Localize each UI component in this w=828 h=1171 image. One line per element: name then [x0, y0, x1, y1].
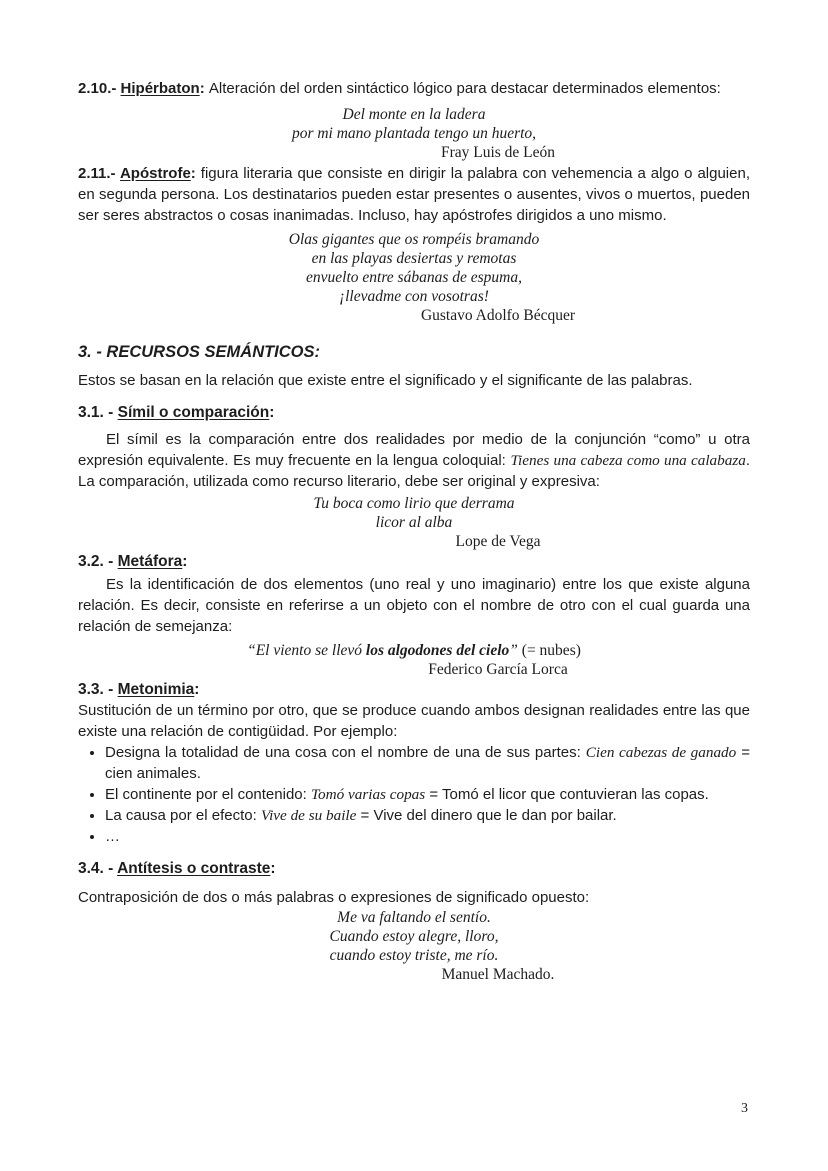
quote-line	[78, 641, 750, 660]
section-2-10-term: Hipérbaton	[120, 80, 200, 97]
bullet-text-end: = cien animales.	[105, 744, 750, 782]
bullet-example: Vive de su baile	[260, 807, 357, 824]
bullet-text: …	[105, 828, 120, 845]
section-3-1-example: Tienes una cabeza como una calabaza	[510, 452, 746, 469]
document-content	[78, 78, 750, 985]
page-number: 3	[741, 1101, 748, 1116]
attribution-fray-luis: Fray Luis de León	[440, 144, 556, 161]
section-3-3-heading	[78, 680, 750, 700]
poem-line: por mi mano plantada tengo un huerto,	[291, 125, 537, 142]
section-3-4-heading	[78, 859, 750, 879]
section-2-11-separator: :	[190, 165, 201, 182]
bullet-item	[105, 742, 750, 784]
poem-line: en las playas desiertas y remotas	[311, 250, 517, 267]
poem-line: ¡llevadme con vosotras!	[339, 288, 489, 305]
section-3-intro: Estos se basan en la relación que existe entre el significado y el significante de las palabras.	[78, 372, 693, 389]
quote-close: ”	[509, 642, 522, 659]
section-3-1-separator: :	[269, 404, 275, 421]
bullet-item	[105, 805, 750, 826]
section-3-2-term: Metáfora	[117, 553, 183, 570]
section-3-4-term: Antítesis o contraste	[117, 860, 271, 877]
poem-line: cuando estoy triste, me río.	[329, 947, 499, 964]
bullet-text-end: = Vive del dinero que le dan por bailar.	[356, 807, 617, 824]
bullet-item	[105, 784, 750, 805]
section-3-1-number: 3.1. -	[78, 404, 118, 421]
section-2-11-number: 2.11.-	[78, 165, 120, 182]
quote-bold-text: los algodones del cielo	[365, 642, 510, 659]
section-3-4-paragraph: Contraposición de dos o más palabras o expresiones de significado opuesto:	[78, 889, 590, 906]
section-2-11-paragraph	[78, 163, 750, 226]
section-3-1-term: Símil o comparación	[117, 404, 270, 421]
section-3-1-text: El símil es la comparación entre dos realidades por medio de la conjunción “como” u otra expresión equivalente. Es muy frecuente en la lengua coloquial:	[78, 431, 750, 469]
attribution-lope-de-vega: Lope de Vega	[455, 533, 541, 550]
poem-simil	[78, 494, 750, 552]
bullet-text-end: = Tomó el licor que contuvieran las copas.	[425, 786, 709, 803]
quote-text: “El viento se llevó	[247, 642, 366, 659]
section-3-2-separator: :	[182, 553, 188, 570]
poem-line: Del monte en la ladera	[342, 106, 486, 123]
poem-antitesis	[78, 908, 750, 985]
attribution-becquer: Gustavo Adolfo Bécquer	[420, 307, 576, 324]
section-3-3-number: 3.3. -	[78, 681, 118, 698]
bullet-text: La causa por el efecto:	[105, 807, 261, 824]
poem-apostrofe	[78, 230, 750, 326]
attribution-garcia-lorca: Federico García Lorca	[428, 661, 568, 678]
section-2-10-number: 2.10.-	[78, 80, 121, 97]
section-2-11-term: Apóstrofe	[119, 165, 191, 182]
bullet-example: Cien cabezas de ganado	[585, 744, 737, 761]
bullet-item	[105, 826, 750, 847]
section-3-2-number: 3.2. -	[78, 553, 118, 570]
metonimia-examples-list	[78, 742, 750, 847]
section-2-11-body: figura literaria que consiste en dirigir la palabra con vehemencia a algo o alguien, en segunda persona. Los destinatarios pueden estar presentes o ausentes, vivos o muertos, pueden ser seres abstractos o cosas inanimadas. Incluso, hay apóstrofes dirigidos a uno mismo.	[78, 165, 750, 224]
poem-hiperbaton	[78, 105, 750, 163]
section-3-heading: 3. - RECURSOS SEMÁNTICOS:	[78, 343, 321, 361]
section-2-10-paragraph	[78, 78, 750, 99]
section-2-10-separator: :	[199, 80, 209, 97]
section-3-4-number: 3.4. -	[78, 860, 118, 877]
bullet-text: Designa la totalidad de una cosa con el nombre de una de sus partes:	[105, 744, 586, 761]
section-3-3-paragraph: Sustitución de un término por otro, que se produce cuando ambos designan realidades entre las que existe una relación de contigüidad. Por ejemplo:	[78, 702, 750, 740]
section-3-2-paragraph: Es la identificación de dos elementos (uno real y uno imaginario) entre los que existe alguna relación. Es decir, consiste en referirse a un objeto con el nombre de otro con el cual guarda una relación de semejanza:	[78, 576, 750, 635]
section-3-1-paragraph	[78, 429, 750, 492]
poem-line: Me va faltando el sentío.	[337, 909, 491, 926]
bullet-example: Tomó varias copas	[310, 786, 426, 803]
poem-line: envuelto entre sábanas de espuma,	[306, 269, 522, 286]
quote-gloss: (= nubes)	[521, 642, 581, 659]
poem-line: Olas gigantes que os rompéis bramando	[288, 231, 540, 248]
poem-line: licor al alba	[375, 514, 453, 531]
section-3-4-separator: :	[270, 860, 276, 877]
poem-line: Tu boca como lirio que derrama	[313, 495, 515, 512]
section-3-3-separator: :	[194, 681, 200, 698]
section-3-2-heading	[78, 552, 750, 572]
quote-metafora	[78, 641, 750, 680]
poem-line: Cuando estoy alegre, lloro,	[329, 928, 499, 945]
attribution-manuel-machado: Manuel Machado.	[441, 966, 555, 983]
section-2-10-body: Alteración del orden sintáctico lógico para destacar determinados elementos:	[208, 80, 721, 97]
bullet-text: El continente por el contenido:	[105, 786, 311, 803]
section-3-1-heading	[78, 403, 750, 423]
section-3-3-term: Metonimia	[117, 681, 195, 698]
section-3-1-text-end: . La comparación, utilizada como recurso literario, debe ser original y expresiva:	[78, 452, 750, 490]
